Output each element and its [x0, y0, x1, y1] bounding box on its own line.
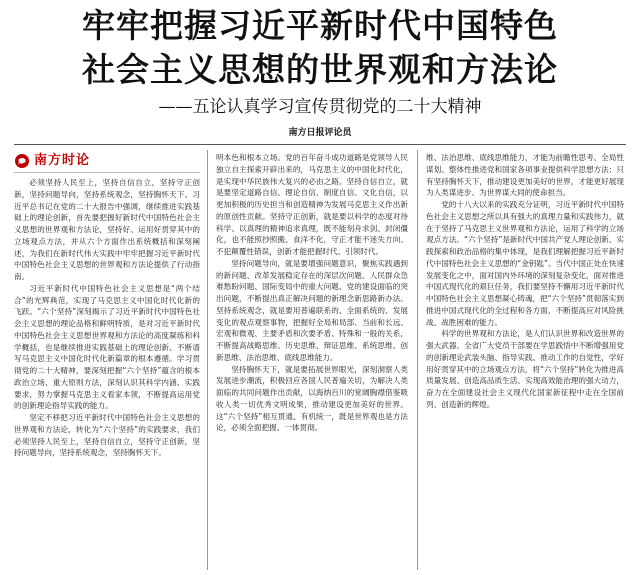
article-column-1	[14, 150, 200, 568]
section-header	[14, 150, 200, 173]
headline-line-2: 社会主义思想的世界观和方法论	[82, 50, 558, 89]
section-title: 南方时论	[34, 153, 91, 169]
article-column-2	[216, 152, 408, 570]
column-divider	[417, 150, 418, 570]
paragraph: 坚持胸怀天下，就是要拓展世界眼光，深刻洞察人类发展进步潮流，积极回应各国人民普遍关切，为解决人类面临的共同问题作出贡献，以海纳百川的宽阔胸襟借鉴吸收人类一切优秀文明成果，推动建设更加美好的世界。这“六个坚持”相互贯通、有机统一，既是世界观也是方法论，必须全面把握、一体贯彻。	[216, 364, 408, 433]
header-divider	[14, 144, 626, 145]
column-divider	[207, 150, 208, 570]
paragraph: 习近平新时代中国特色社会主义思想是“两个结合”的光辉典范，实现了马克思主义中国化时代化新的飞跃。“六个坚持”深刻揭示了习近平新时代中国特色社会主义思想的理论品格和鲜明特质，是对习近平新时代中国特色社会主义思想世界观和方法论的高度凝练和科学概括，也是继续推进实践基础上的理论创新、不断谱写马克思主义中国化时代化新篇章的根本遵循。学习贯彻党的二十大精神，要深刻把握“六个坚持”蕴含的根本政治立场、重大原则方法，深刻认识其科学内涵、实践要求，努力掌握马克思主义看家本领，不断提高运用党的创新理论指导实践的能力。	[14, 283, 200, 411]
red-speech-icon	[14, 153, 30, 169]
paragraph: 明本色和根本立场。党的百年奋斗成功道路是党领导人民独立自主探索开辟出来的，马克思主义的中国化时代化，是实现中华民族伟大复兴的必由之路。坚持自信自立，就是要坚定道路自信、理论自信、制度自信、文化自信，以更加积极的历史担当和创造精神为发展马克思主义作出新的原创性贡献。坚持守正创新，就是要以科学的态度对待科学、以真理的精神追求真理，既不能刻舟求剑、封闭僵化，也不能照抄照搬、食洋不化，守正才能不迷失方向、不犯颠覆性错误，创新才能把握时代、引领时代。	[216, 153, 408, 256]
paragraph: 科学的世界观和方法论，是人们认识世界和改造世界的强大武器。全省广大党员干部要在学思践悟中不断增强用党的创新理论武装头脑、指导实践、推动工作的自觉性，学好用好贯穿其中的立场观点方法，将“六个坚持”转化为推进高质量发展、创造高品质生活、实现高效能治理的强大动力，奋力在全面建设社会主义现代化国家新征程中走在全国前列、创造新的辉煌。	[426, 329, 624, 409]
article-subtitle: ——五论认真学习宣传贯彻党的二十大精神	[158, 97, 482, 117]
paragraph: 党的十八大以来的实践充分证明，习近平新时代中国特色社会主义思想之所以具有强大的真理力量和实践伟力，就在于坚持了马克思主义世界观和方法论，运用了科学的立场观点方法。“六个坚持”是新时代中国共产党人理论创新、实践探索和政治品格的集中体现，是我们理解把握习近平新时代中国特色社会主义思想的“金钥匙”。当代中国正处在快速发展变化之中，面对国内外环境的深刻复杂变化，面对推进中国式现代化的艰巨任务，我们要坚持不懈用习近平新时代中国特色社会主义思想凝心铸魂，把“六个坚持”贯彻落实到推进中国式现代化的全过程和各方面，不断提高应对风险挑战、战胜困难的能力。	[426, 200, 624, 327]
paragraph: 坚持问题导向，就是要增强问题意识，聚焦实践遇到的新问题、改革发展稳定存在的深层次问题、人民群众急难愁盼问题、国际变局中的重大问题、党的建设面临的突出问题，不断提出真正解决问题的新理念新思路新办法。坚持系统观念，就是要用普遍联系的、全面系统的、发展变化的观点观察事物，把握好全局和局部、当前和长远、宏观和微观、主要矛盾和次要矛盾、特殊和一般的关系，不断提高战略思维、历史思维、辩证思维、系统思维、创新思维、法治思维、底线思维能力。	[216, 258, 408, 362]
headline-line-1: 牢牢把握习近平新时代中国特色	[82, 6, 558, 45]
article-column-3	[426, 152, 624, 570]
article-byline: 南方日报评论员	[288, 128, 352, 138]
paragraph: 必须坚持人民至上，坚持自信自立，坚持守正创新，坚持问题导向，坚持系统观念，坚持胸怀天下。习近平总书记在党的二十大报告中强调，继续推进实践基础上的理论创新，首先要把握好新时代中国特色社会主义思想的世界观和方法论，坚持好、运用好贯穿其中的立场观点方法，并从六个方面作出系统概括和深刻阐述，为我们在新时代伟大实践中牢牢把握习近平新时代中国特色社会主义思想的世界观和方法论提供了行动指南。	[14, 178, 200, 281]
paragraph: 坚定不移把习近平新时代中国特色社会主义思想的世界观和方法论，转化为“六个坚持”的实践要求，我们必须坚持人民至上，坚持自信自立，坚持守正创新，坚持问题导向，坚持系统观念，坚持胸怀天下。	[14, 413, 200, 458]
paragraph: 维、法治思维、底线思维能力，才能为前瞻性思考、全局性谋划、整体性推进党和国家各项事业提供科学思想方法；只有坚持胸怀天下，推动建设更加美好的世界，才能更好展现为人类谋进步、为世界谋大同的使命担当。	[426, 153, 624, 198]
